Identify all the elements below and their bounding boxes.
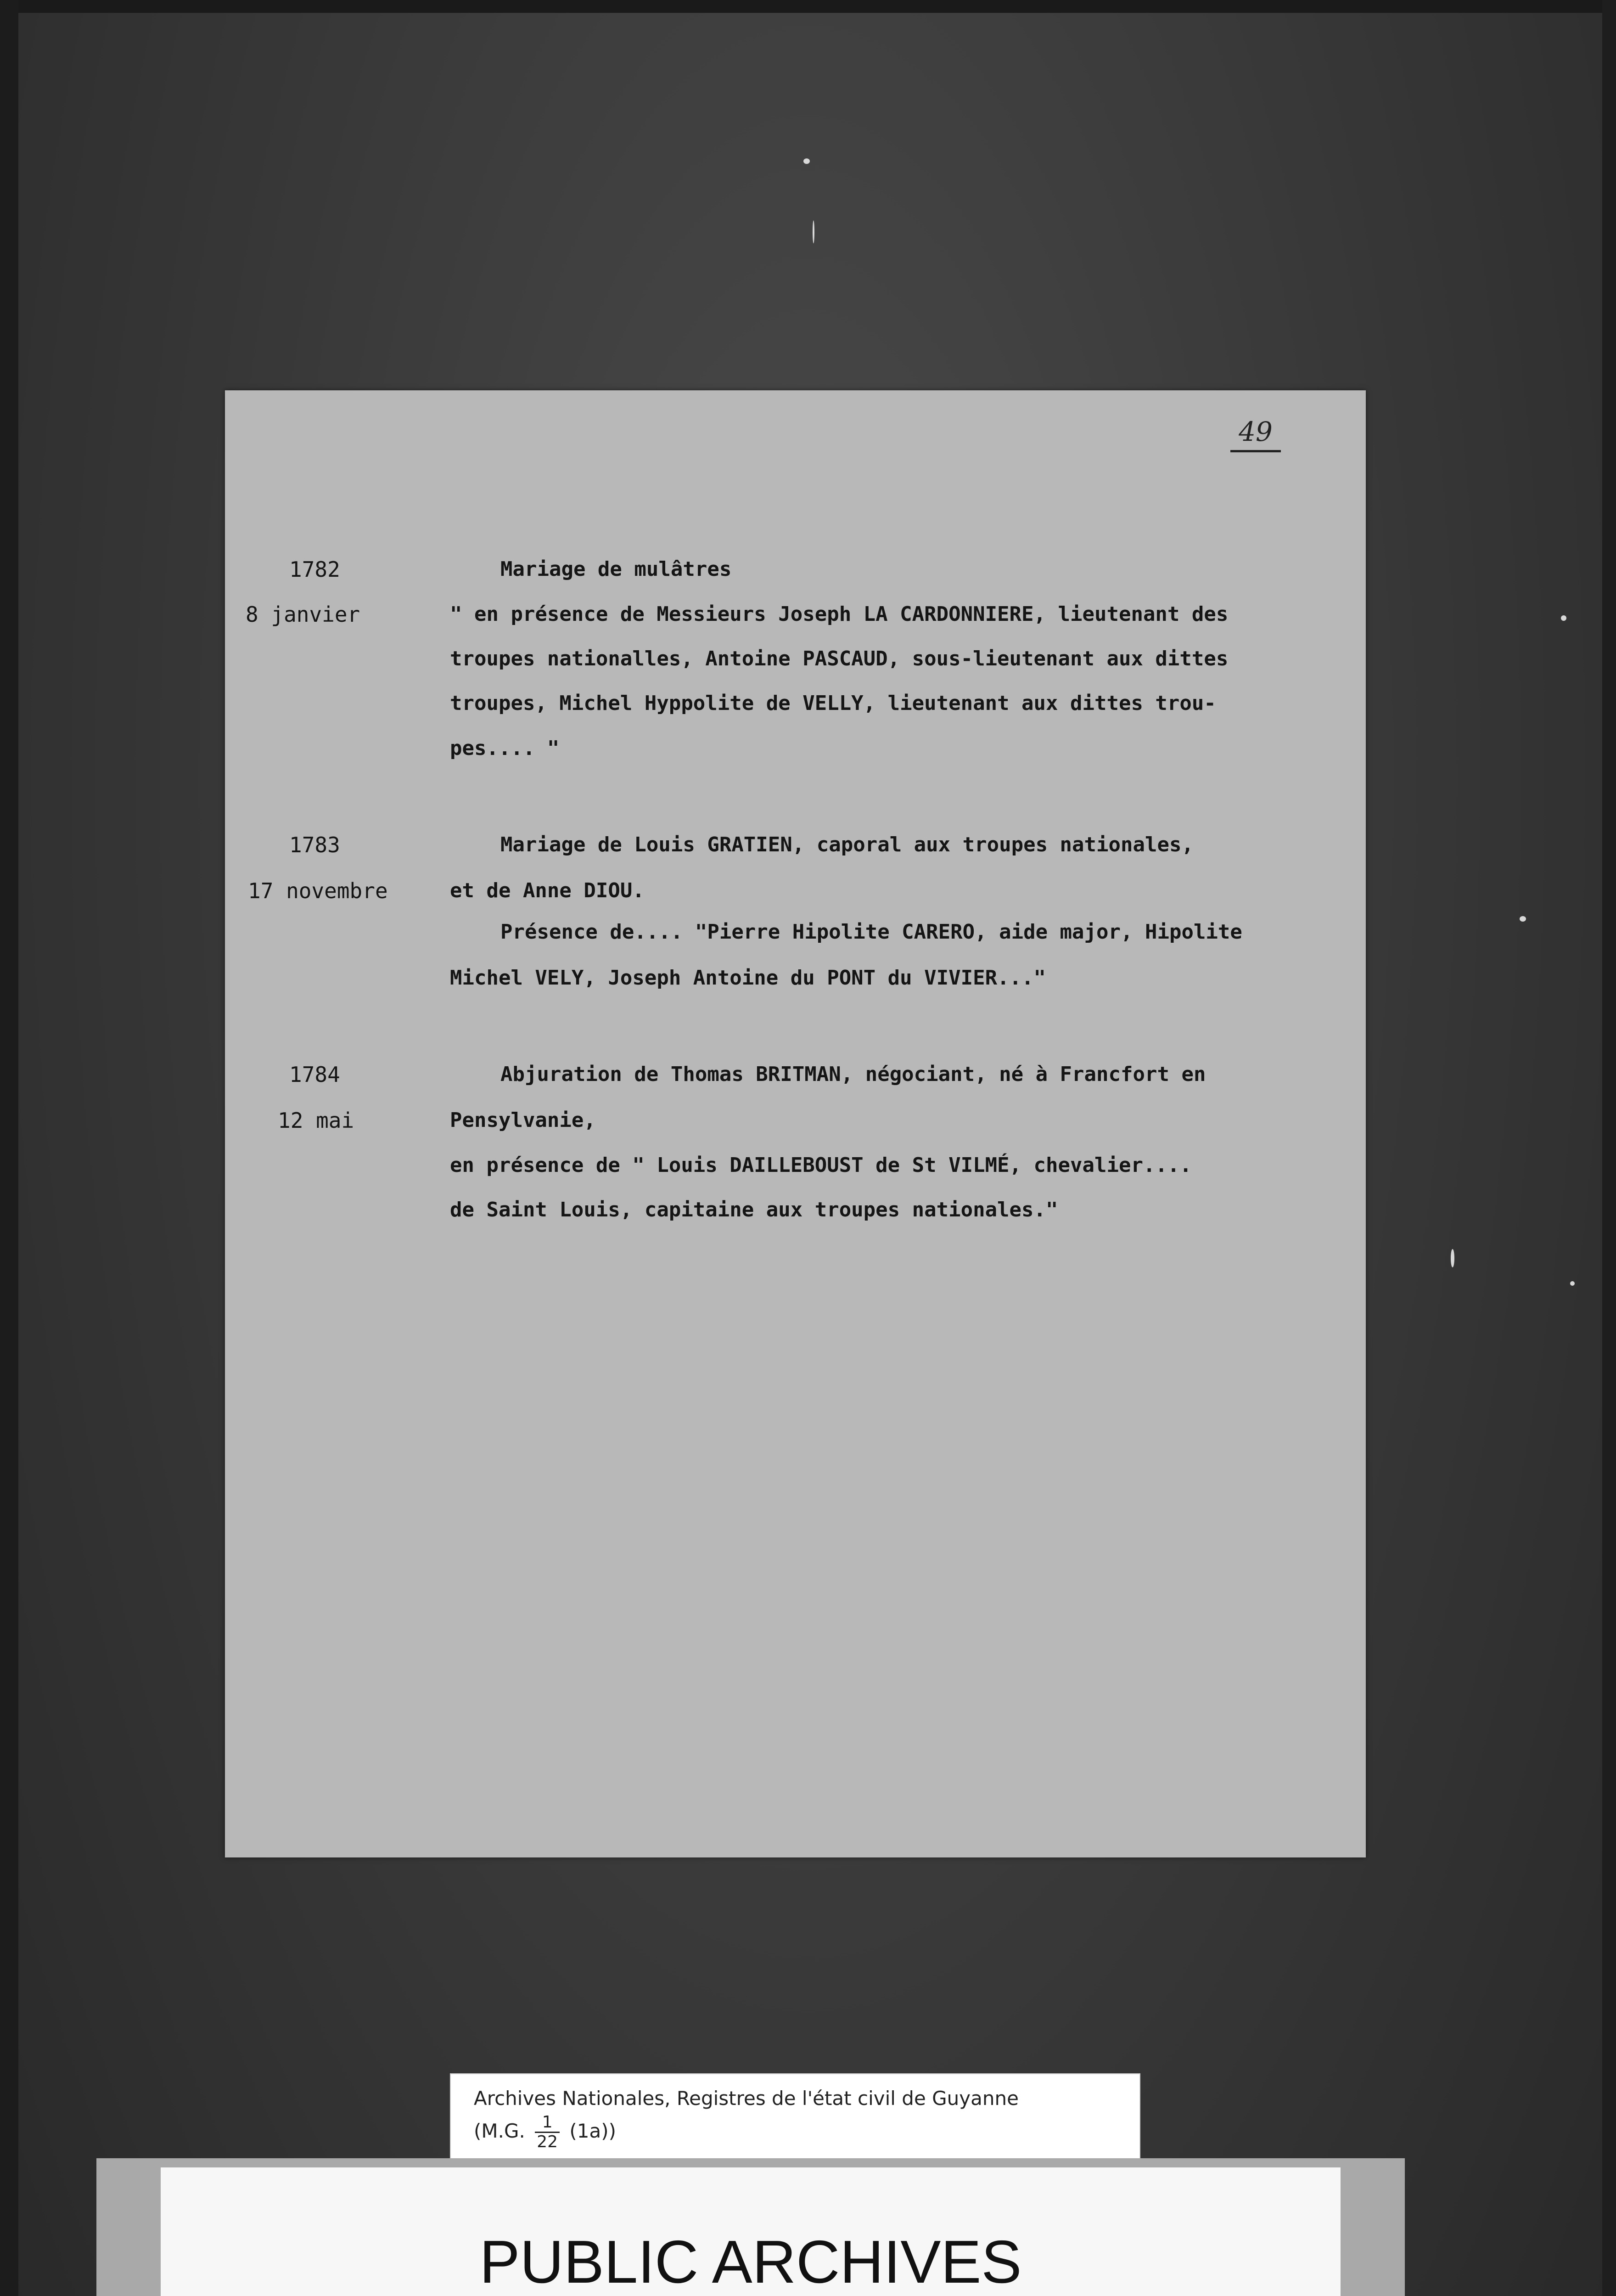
dust-speck [803,158,810,164]
entry-line: pes.... " [450,737,560,760]
dust-speck [1451,1249,1454,1267]
entry-year: 1782 [289,557,340,582]
dust-speck [1561,615,1566,621]
entry-line: Michel VELY, Joseph Antoine du PONT du VIVIER..." [450,966,1046,990]
entry-year: 1784 [289,1062,340,1087]
entry-line: troupes, Michel Hyppolite de VELLY, lieutenant aux dittes trou- [450,692,1216,715]
entry-line: Présence de.... "Pierre Hipolite CARERO, aide major, Hipolite [500,920,1242,944]
entry-line: " en présence de Messieurs Joseph LA CARDONNIERE, lieutenant des [450,602,1229,626]
dust-speck [1520,916,1526,922]
archive-name-english: PUBLIC ARCHIVES [479,2228,1022,2296]
fraction-denominator: 22 [537,2133,558,2151]
archive-card [161,2167,1341,2296]
source-reference [474,2113,616,2151]
entry-line: Pensylvanie, [450,1109,596,1132]
entry-line: en présence de " Louis DAILLEBOUST de St VILMÉ, chevalier.... [450,1154,1192,1177]
page-number: 49 [1230,413,1281,452]
entry-title: Mariage de Louis GRATIEN, caporal aux troupes nationales, [500,833,1194,856]
board-edge-right [1602,0,1616,2296]
entry-day: 12 mai [278,1108,354,1133]
entry-line: et de Anne DIOU. [450,879,645,902]
entry-day: 17 novembre [248,878,388,903]
dust-speck [813,220,814,243]
entry-line: de Saint Louis, capitaine aux troupes nationales." [450,1198,1058,1221]
source-citation: Archives Nationales, Registres de l'état civil de Guyanne [474,2087,1019,2110]
entry-title: Abjuration de Thomas BRITMAN, négociant, né à Francfort en [500,1063,1206,1086]
entry-day: 8 janvier [246,602,360,627]
dust-speck [1570,1281,1575,1286]
reference-suffix: (1a)) [569,2120,617,2142]
entry-line: troupes nationalles, Antoine PASCAUD, sous-lieutenant aux dittes [450,647,1229,670]
reference-fraction [535,2113,560,2151]
reference-prefix: (M.G. [474,2120,525,2142]
fraction-numerator: 1 [535,2113,560,2133]
entry-title: Mariage de mulâtres [500,557,732,581]
entry-year: 1783 [289,833,340,857]
board-edge-left [0,0,18,2296]
source-slip [450,2073,1140,2167]
board-edge-top [0,0,1616,13]
